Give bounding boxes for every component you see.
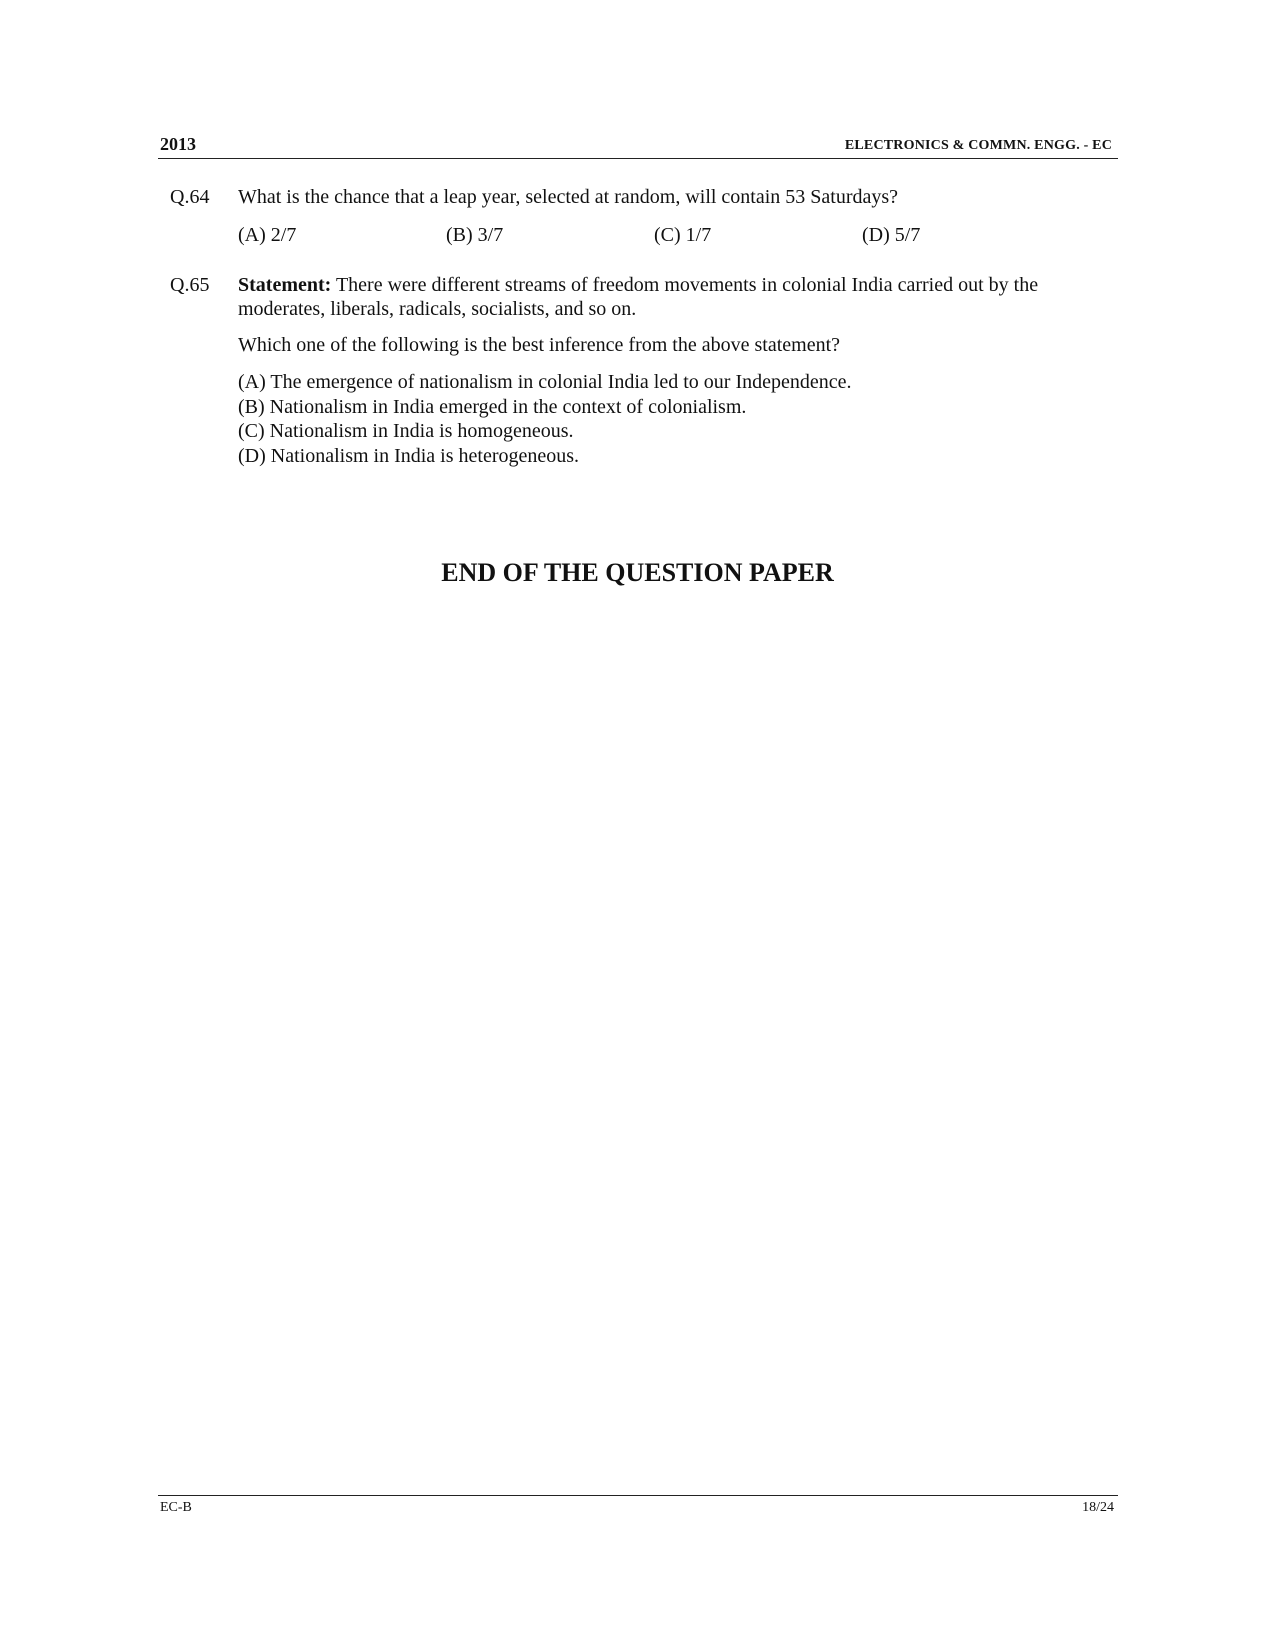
question-text: What is the chance that a leap year, selected at random, will contain 53 Saturdays? [238,186,899,208]
statement [238,273,1118,321]
question-number: Q.65 [170,274,210,296]
statement-text: There were different streams of freedom movements in colonial India carried out by the moderates, liberals, radicals, socialists, and so on. [238,274,1039,320]
page-footer [158,1495,1118,1520]
paper-code: EC-B [160,1500,192,1515]
statement-label: Statement: [238,274,332,296]
options-list [238,370,1118,468]
question-prompt: Which one of the following is the best inference from the above statement? [238,334,841,356]
options-row [238,223,1118,247]
option-b: (B) 3/7 [446,224,504,246]
page-header [158,132,1118,159]
exam-year: 2013 [160,134,196,154]
question-body [238,185,1118,246]
option-b: (B) Nationalism in India emerged in the context of colonialism. [238,395,747,418]
page-number: 18/24 [1082,1500,1114,1515]
question-body [238,273,1118,468]
option-d: (D) 5/7 [862,224,921,246]
option-a: (A) 2/7 [238,224,297,246]
question-number: Q.64 [170,186,210,208]
option-a: (A) The emergence of nationalism in colonial India led to our Independence. [238,371,852,393]
option-d: (D) Nationalism in India is heterogeneous. [238,444,580,467]
option-c: (C) Nationalism in India is homogeneous. [238,420,574,442]
end-of-paper-title: END OF THE QUESTION PAPER [441,558,834,587]
exam-subject: ELECTRONICS & COMMN. ENGG. - EC [844,138,1112,153]
option-c: (C) 1/7 [654,224,712,246]
